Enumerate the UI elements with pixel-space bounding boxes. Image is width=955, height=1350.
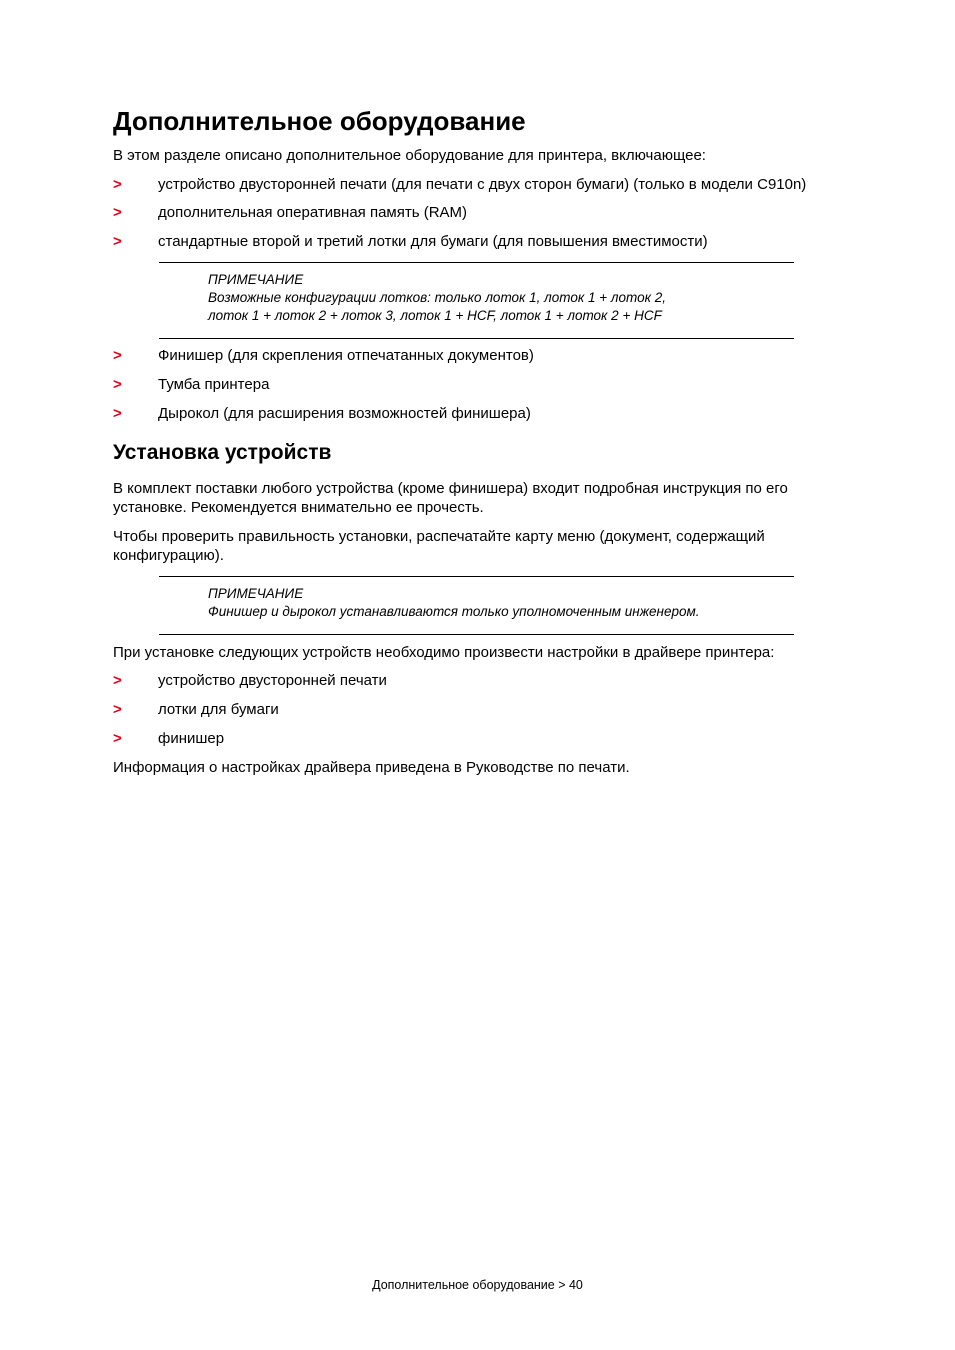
check-paragraph: Чтобы проверить правильность установки, распечатайте карту меню (документ, содержащий конфигурацию).: [113, 528, 765, 564]
install-paragraph: В комплект поставки любого устройства (кроме финишера) входит подробная инструкция по его установке. Рекомендуется внимательно ее прочесть.: [113, 480, 788, 516]
note-bottom-divider: [159, 338, 794, 339]
note-label: ПРИМЕЧАНИЕ: [208, 272, 304, 287]
section-heading: Установка устройств: [113, 441, 332, 464]
list-item-text: Финишер (для скрепления отпечатанных документов): [158, 347, 534, 364]
bullet-arrow-icon: >: [113, 347, 122, 364]
list-item-text: дополнительная оперативная память (RAM): [158, 204, 468, 221]
list-item-text: Тумба принтера: [158, 376, 270, 393]
bullet-arrow-icon: >: [113, 233, 122, 250]
list-item-text: Дырокол (для расширения возможностей финишера): [158, 405, 531, 422]
note-bottom-divider: [159, 634, 794, 635]
bullet-arrow-icon: >: [113, 176, 122, 193]
note-top-divider: [159, 262, 794, 263]
list-item-text: устройство двусторонней печати (для печати с двух сторон бумаги) (только в модели C910n): [158, 176, 807, 193]
list-item-text: финишер: [158, 730, 225, 747]
list-item-text: стандартные второй и третий лотки для бумаги (для повышения вместимости): [158, 233, 708, 250]
note-label: ПРИМЕЧАНИЕ: [208, 586, 304, 601]
page-title: Дополнительное оборудование: [113, 106, 526, 136]
note-text-line: Возможные конфигурации лотков: только лоток 1, лоток 1 + лоток 2,: [208, 290, 667, 305]
intro-paragraph: В этом разделе описано дополнительное оборудование для принтера, включающее:: [113, 147, 706, 164]
list-item-text: устройство двусторонней печати: [158, 672, 387, 689]
list-item-text: лотки для бумаги: [158, 701, 279, 718]
bullet-arrow-icon: >: [113, 730, 122, 747]
note-box: [208, 271, 768, 325]
driver-paragraph: При установке следующих устройств необходимо произвести настройки в драйвере принтера:: [113, 644, 775, 661]
page-footer: Дополнительное оборудование > 40: [372, 1278, 583, 1292]
bullet-arrow-icon: >: [113, 405, 122, 422]
bullet-arrow-icon: >: [113, 376, 122, 393]
note-top-divider: [159, 576, 794, 577]
bullet-arrow-icon: >: [113, 672, 122, 689]
info-paragraph: Информация о настройках драйвера приведена в Руководстве по печати.: [113, 759, 630, 776]
bullet-arrow-icon: >: [113, 204, 122, 221]
note-box: [208, 585, 768, 621]
note-text-line: лоток 1 + лоток 2 + лоток 3, лоток 1 + HCF, лоток 1 + лоток 2 + HCF: [208, 308, 662, 323]
bullet-arrow-icon: >: [113, 701, 122, 718]
note-text-line: Финишер и дырокол устанавливаются только уполномоченным инженером.: [208, 604, 700, 619]
